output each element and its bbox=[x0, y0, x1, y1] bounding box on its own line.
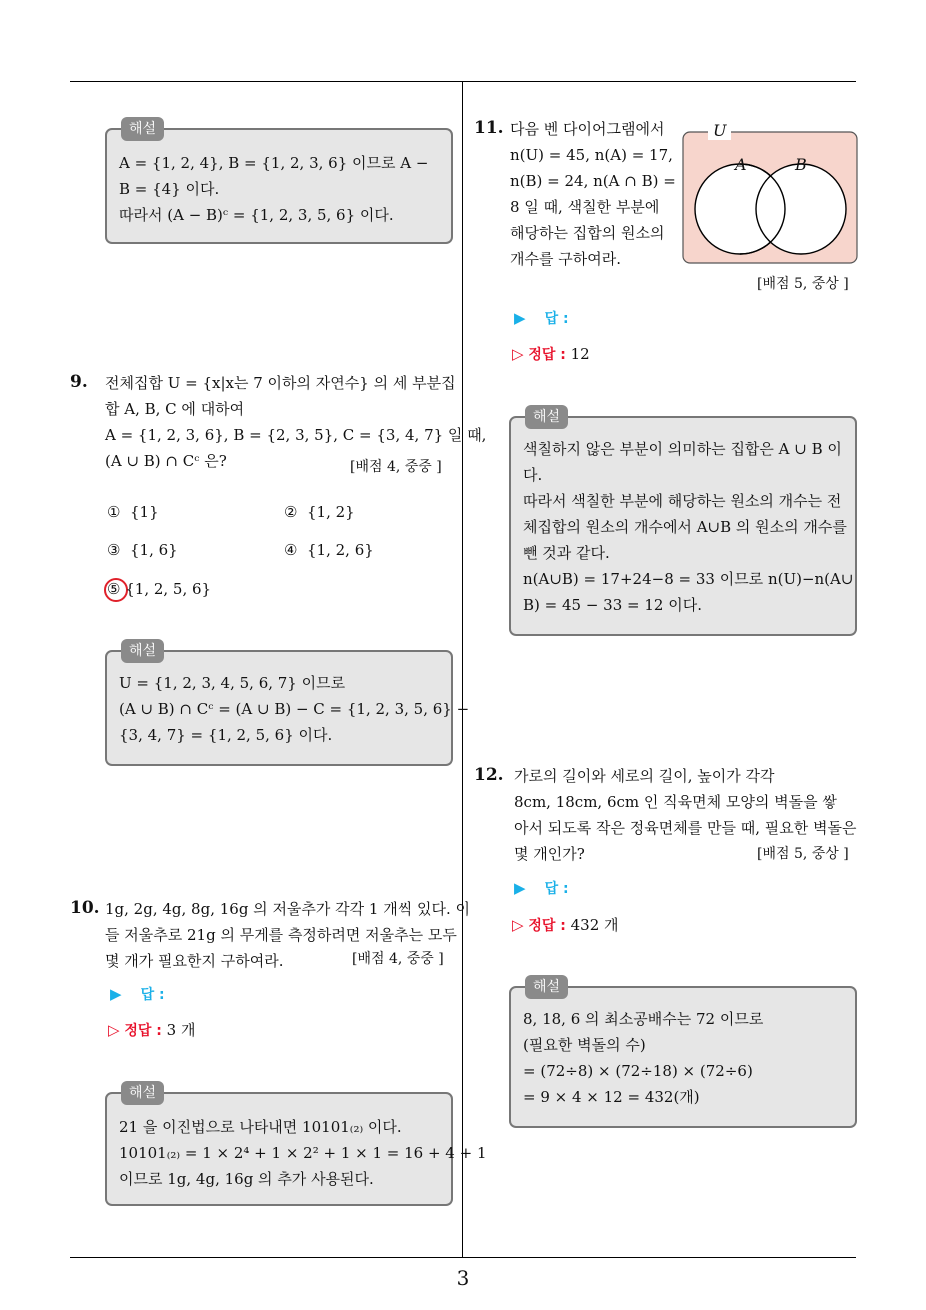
bottom-rule bbox=[70, 1257, 856, 1258]
question-line: 8cm, 18cm, 6cm 인 직육면체 모양의 벽돌을 쌓 bbox=[514, 793, 837, 811]
question-line: A = {1, 2, 3, 6}, B = {2, 3, 5}, C = {3, 4, 7} 일 때, bbox=[105, 426, 487, 444]
venn-set-a-label: A bbox=[735, 155, 747, 174]
solution-line: U = {1, 2, 3, 4, 5, 6, 7} 이므로 bbox=[119, 674, 346, 692]
solution-box-11 bbox=[509, 409, 857, 636]
question-line: 8 일 때, 색칠한 부분에 bbox=[510, 198, 660, 216]
correct-value: 12 bbox=[570, 345, 590, 363]
question-line: 전체집합 U = {x|x는 7 이하의 자연수} 의 세 부분집 bbox=[105, 374, 456, 392]
solution-line: 이므로 1g, 4g, 16g 의 추가 사용된다. bbox=[119, 1170, 374, 1188]
choice-mark: ② bbox=[284, 503, 298, 521]
choice-text: {1} bbox=[130, 503, 159, 521]
question-line: 가로의 길이와 세로의 길이, 높이가 각각 bbox=[514, 767, 775, 785]
choice-4[interactable] bbox=[284, 541, 374, 559]
solution-line: (필요한 벽돌의 수) bbox=[523, 1036, 646, 1054]
solution-line: 10101₍₂₎ = 1 × 2⁴ + 1 × 2² + 1 × 1 = 16 + 4 + 1 bbox=[119, 1144, 487, 1162]
play-triangle-icon: ▶ bbox=[514, 879, 526, 897]
question-9-points: [배점 4, 중중 ] bbox=[350, 459, 442, 475]
solution-tag: 해설 bbox=[525, 405, 568, 429]
venn-diagram-svg bbox=[682, 131, 858, 264]
solution-line: 21 을 이진법으로 나타내면 10101₍₂₎ 이다. bbox=[119, 1118, 402, 1136]
venn-set-b-label: B bbox=[795, 155, 807, 174]
correct-value: 3 개 bbox=[166, 1021, 196, 1039]
question-11-text bbox=[510, 116, 680, 272]
solution-line: = 9 × 4 × 12 = 432(개) bbox=[523, 1088, 700, 1106]
question-10-points: [배점 4, 중중 ] bbox=[352, 951, 444, 967]
question-line: 합 A, B, C 에 대하여 bbox=[105, 400, 245, 418]
question-line: 몇 개가 필요한지 구하여라. bbox=[105, 952, 284, 970]
question-line: 개수를 구하여라. bbox=[510, 250, 621, 268]
choice-text: {1, 2} bbox=[307, 503, 355, 521]
choice-mark: ④ bbox=[284, 541, 298, 559]
answer-label: 답 : bbox=[544, 881, 569, 897]
question-line: 1g, 2g, 4g, 8g, 16g 의 저울추가 각각 1 개씩 있다. 이 bbox=[105, 900, 470, 918]
outline-triangle-icon: ▷ bbox=[512, 345, 524, 363]
outline-triangle-icon: ▷ bbox=[512, 916, 524, 934]
solution-line: 다. bbox=[523, 466, 543, 484]
play-triangle-icon: ▶ bbox=[514, 309, 526, 327]
solution-line: 따라서 (A − B)ᶜ = {1, 2, 3, 5, 6} 이다. bbox=[119, 206, 394, 224]
solution-box-8 bbox=[105, 121, 453, 244]
question-line: 해당하는 집합의 원소의 bbox=[510, 224, 665, 242]
choice-text: {1, 6} bbox=[130, 541, 178, 559]
correct-label: 정답 : bbox=[528, 918, 566, 934]
solution-line: 따라서 색칠한 부분에 해당하는 원소의 개수는 전 bbox=[523, 492, 842, 510]
question-number-12: 12. bbox=[474, 765, 504, 785]
question-line: n(B) = 24, n(A ∩ B) = bbox=[510, 172, 676, 190]
question-number-10: 10. bbox=[70, 898, 100, 918]
set-b-circle bbox=[756, 164, 846, 254]
correct-label: 정답 : bbox=[528, 347, 566, 363]
solution-box-9 bbox=[105, 643, 470, 766]
solution-tag: 해설 bbox=[121, 117, 164, 141]
choice-text: {1, 2, 6} bbox=[307, 541, 374, 559]
choice-mark: ⑤ bbox=[107, 580, 121, 598]
solution-line: {3, 4, 7} = {1, 2, 5, 6} 이다. bbox=[119, 726, 333, 744]
solution-box-10 bbox=[105, 1085, 487, 1206]
question-number-11: 11. bbox=[474, 118, 504, 138]
answer-label: 답 : bbox=[544, 311, 569, 327]
correct-answer-row-12 bbox=[512, 914, 619, 935]
solution-tag: 해설 bbox=[121, 1081, 164, 1105]
correct-answer-row-10 bbox=[108, 1019, 195, 1040]
choice-text: {1, 2, 5, 6} bbox=[125, 580, 212, 598]
solution-line: A = {1, 2, 4}, B = {1, 2, 3, 6} 이므로 A − bbox=[119, 154, 429, 172]
solution-line: = (72÷8) × (72÷18) × (72÷6) bbox=[523, 1062, 753, 1080]
answer-row-10[interactable] bbox=[110, 984, 165, 1004]
top-rule bbox=[70, 81, 856, 82]
venn-diagram bbox=[682, 131, 858, 264]
solution-tag: 해설 bbox=[121, 639, 164, 663]
answer-row-12[interactable] bbox=[514, 878, 569, 898]
page-number: 3 bbox=[456, 1266, 470, 1290]
play-triangle-icon: ▶ bbox=[110, 985, 122, 1003]
answer-row-11[interactable] bbox=[514, 308, 569, 328]
correct-value: 432 개 bbox=[570, 916, 619, 934]
question-line: n(U) = 45, n(A) = 17, bbox=[510, 146, 673, 164]
choice-3[interactable] bbox=[107, 541, 178, 559]
choice-1[interactable] bbox=[107, 503, 159, 521]
question-number-9: 9. bbox=[70, 372, 88, 392]
solution-tag: 해설 bbox=[525, 975, 568, 999]
question-11-points: [배점 5, 중상 ] bbox=[757, 276, 849, 292]
solution-line: B) = 45 − 33 = 12 이다. bbox=[523, 596, 702, 614]
solution-box-12 bbox=[509, 979, 857, 1128]
outline-triangle-icon: ▷ bbox=[108, 1021, 120, 1039]
question-12-points: [배점 5, 중상 ] bbox=[757, 846, 849, 862]
solution-line: 색칠하지 않은 부분이 의미하는 집합은 A ∪ B 이 bbox=[523, 440, 842, 458]
solution-line: 체집합의 원소의 개수에서 A∪B 의 원소의 개수를 bbox=[523, 518, 847, 536]
choice-5[interactable] bbox=[107, 580, 211, 598]
question-line: 아서 되도록 작은 정육면체를 만들 때, 필요한 벽돌은 bbox=[514, 819, 857, 837]
venn-universe-label: U bbox=[708, 121, 731, 140]
choice-mark: ① bbox=[107, 503, 121, 521]
column-divider bbox=[462, 82, 463, 1258]
solution-line: B = {4} 이다. bbox=[119, 180, 220, 198]
choice-2[interactable] bbox=[284, 503, 355, 521]
solution-line: n(A∪B) = 17+24−8 = 33 이므로 n(U)−n(A∪ bbox=[523, 570, 854, 588]
correct-label: 정답 : bbox=[124, 1023, 162, 1039]
choice-mark: ③ bbox=[107, 541, 121, 559]
solution-line: (A ∪ B) ∩ Cᶜ = (A ∪ B) − C = {1, 2, 3, 5, 6} − bbox=[119, 700, 470, 718]
question-line: (A ∪ B) ∩ Cᶜ 은? bbox=[105, 452, 227, 470]
question-line: 들 저울추로 21g 의 무게를 측정하려면 저울추는 모두 bbox=[105, 926, 457, 944]
question-line: 몇 개인가? bbox=[514, 845, 585, 863]
correct-answer-row-11 bbox=[512, 344, 590, 364]
question-line: 다음 벤 다이어그램에서 bbox=[510, 120, 665, 138]
solution-line: 8, 18, 6 의 최소공배수는 72 이므로 bbox=[523, 1010, 764, 1028]
answer-label: 답 : bbox=[140, 987, 165, 1003]
solution-line: 뺀 것과 같다. bbox=[523, 544, 610, 562]
